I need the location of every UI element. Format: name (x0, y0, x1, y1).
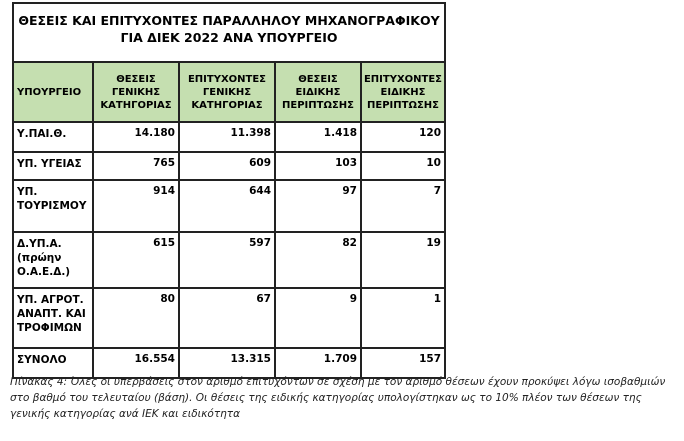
value-cell: 597 (179, 232, 275, 288)
header-cell: ΘΕΣΕΙΣ ΕΙΔΙΚΗΣ ΠΕΡΙΠΤΩΣΗΣ (275, 62, 361, 122)
table-row (13, 180, 445, 232)
value-cell: 914 (93, 180, 179, 232)
ministry-cell: ΥΠ. ΤΟΥΡΙΣΜΟΥ (13, 180, 93, 232)
header-cell: ΕΠΙΤΥΧΟΝΤΕΣ ΓΕΝΙΚΗΣ ΚΑΤΗΓΟΡΙΑΣ (179, 62, 275, 122)
value-cell: 97 (275, 180, 361, 232)
header-row (13, 62, 445, 122)
value-cell: 103 (275, 152, 361, 180)
value-cell: 16.554 (93, 348, 179, 378)
value-cell: 157 (361, 348, 445, 378)
value-cell: 609 (179, 152, 275, 180)
ministry-cell: ΣΥΝΟΛΟ (13, 348, 93, 378)
title-line-1: ΘΕΣΕΙΣ ΚΑΙ ΕΠΙΤΥΧΟΝΤΕΣ ΠΑΡΑΛΛΗΛΟΥ ΜΗΧΑΝΟΓΡΑΦΙΚΟΥ (18, 13, 440, 28)
value-cell: 67 (179, 288, 275, 348)
value-cell: 82 (275, 232, 361, 288)
value-cell: 13.315 (179, 348, 275, 378)
table-title (13, 3, 445, 62)
table-row (13, 232, 445, 288)
table-row (13, 152, 445, 180)
positions-table (12, 2, 446, 379)
table-row (13, 288, 445, 348)
table-row (13, 122, 445, 152)
header-cell: ΥΠΟΥΡΓΕΙΟ (13, 62, 93, 122)
header-cell: ΘΕΣΕΙΣ ΓΕΝΙΚΗΣ ΚΑΤΗΓΟΡΙΑΣ (93, 62, 179, 122)
value-cell: 765 (93, 152, 179, 180)
title-line-2: ΓΙΑ ΔΙΕΚ 2022 ΑΝΑ ΥΠΟΥΡΓΕΙΟ (120, 30, 338, 45)
header-cell: ΕΠΙΤΥΧΟΝΤΕΣ ΕΙΔΙΚΗΣ ΠΕΡΙΠΤΩΣΗΣ (361, 62, 445, 122)
table-caption: Πίνακας 4: Όλες οι υπερβάσεις στον αριθμό επιτυχόντων σε σχέση με τον αριθμό θέσεων έχουν προκύψει λόγω ισοβαθμιών στο βαθμό του τελευταίου (βάση). Οι θέσεις της ειδικής κατηγορίας υπολογίστηκαν ως το 10% πλέον των θέσεων της γενικής κατηγορίας ανά ΙΕΚ και ειδικότητα (10, 376, 666, 420)
value-cell: 120 (361, 122, 445, 152)
ministry-cell: ΥΠ. ΑΓΡΟΤ. ΑΝΑΠΤ. ΚΑΙ ΤΡΟΦΙΜΩΝ (13, 288, 93, 348)
value-cell: 1.709 (275, 348, 361, 378)
value-cell: 10 (361, 152, 445, 180)
value-cell: 1.418 (275, 122, 361, 152)
value-cell: 1 (361, 288, 445, 348)
ministry-cell: ΥΠ. ΥΓΕΙΑΣ (13, 152, 93, 180)
ministry-cell: Δ.ΥΠ.Α. (πρώην Ο.Α.Ε.Δ.) (13, 232, 93, 288)
value-cell: 11.398 (179, 122, 275, 152)
value-cell: 9 (275, 288, 361, 348)
value-cell: 644 (179, 180, 275, 232)
ministry-cell: Υ.ΠΑΙ.Θ. (13, 122, 93, 152)
value-cell: 14.180 (93, 122, 179, 152)
value-cell: 19 (361, 232, 445, 288)
value-cell: 7 (361, 180, 445, 232)
value-cell: 80 (93, 288, 179, 348)
value-cell: 615 (93, 232, 179, 288)
